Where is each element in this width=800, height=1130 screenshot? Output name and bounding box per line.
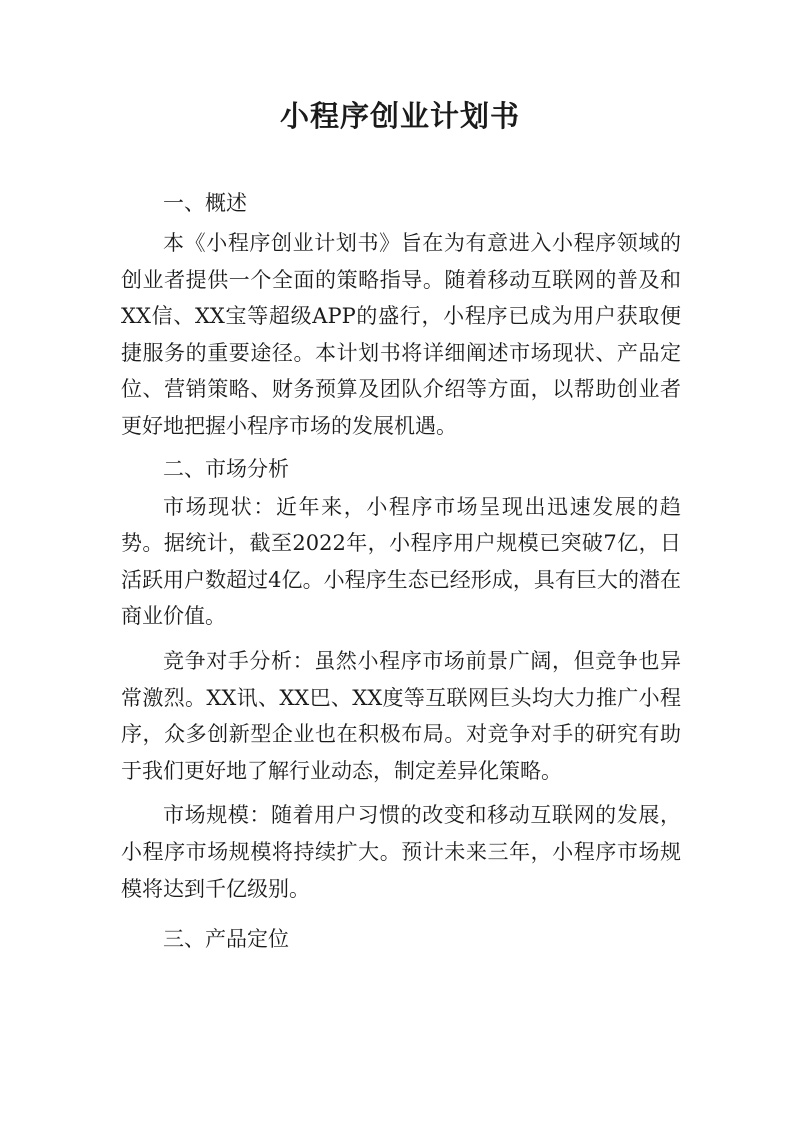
- paragraph-overview: 本《小程序创业计划书》旨在为有意进入小程序领域的创业者提供一个全面的策略指导。随着移动互联网的普及和XX信、XX宝等超级APP的盛行，小程序已成为用户获取便捷服务的重要途径。本计划书将详细阐述市场现状、产品定位、营销策略、财务预算及团队介绍等方面，以帮助创业者更好地把握小程序市场的发展机遇。: [121, 231, 681, 438]
- paragraph-market-size: 市场规模：随着用户习惯的改变和移动互联网的发展，小程序市场规模将持续扩大。预计未来三年，小程序市场规模将达到千亿级别。: [121, 803, 681, 901]
- document-body: [121, 185, 681, 957]
- section-heading-market-analysis: 二、市场分析: [163, 456, 289, 481]
- paragraph-competitor-analysis: 竞争对手分析：虽然小程序市场前景广阔，但竞争也异常激烈。XX讯、XX巴、XX度等互联网巨头均大力推广小程序，众多创新型企业也在积极布局。对竞争对手的研究有助于我们更好地了解行业动态，制定差异化策略。: [121, 648, 681, 783]
- section-overview: [121, 185, 681, 445]
- section-heading-product-positioning: 三、产品定位: [163, 927, 289, 952]
- section-market-analysis: [121, 451, 681, 908]
- paragraph-market-status: 市场现状：近年来，小程序市场呈现出迅速发展的趋势。据统计，截至2022年，小程序用户规模已突破7亿，日活跃用户数超过4亿。小程序生态已经形成，具有巨大的潜在商业价值。: [121, 494, 681, 629]
- section-product-positioning: [121, 921, 681, 957]
- section-heading-overview: 一、概述: [163, 191, 247, 215]
- document-title: 小程序创业计划书: [279, 99, 520, 133]
